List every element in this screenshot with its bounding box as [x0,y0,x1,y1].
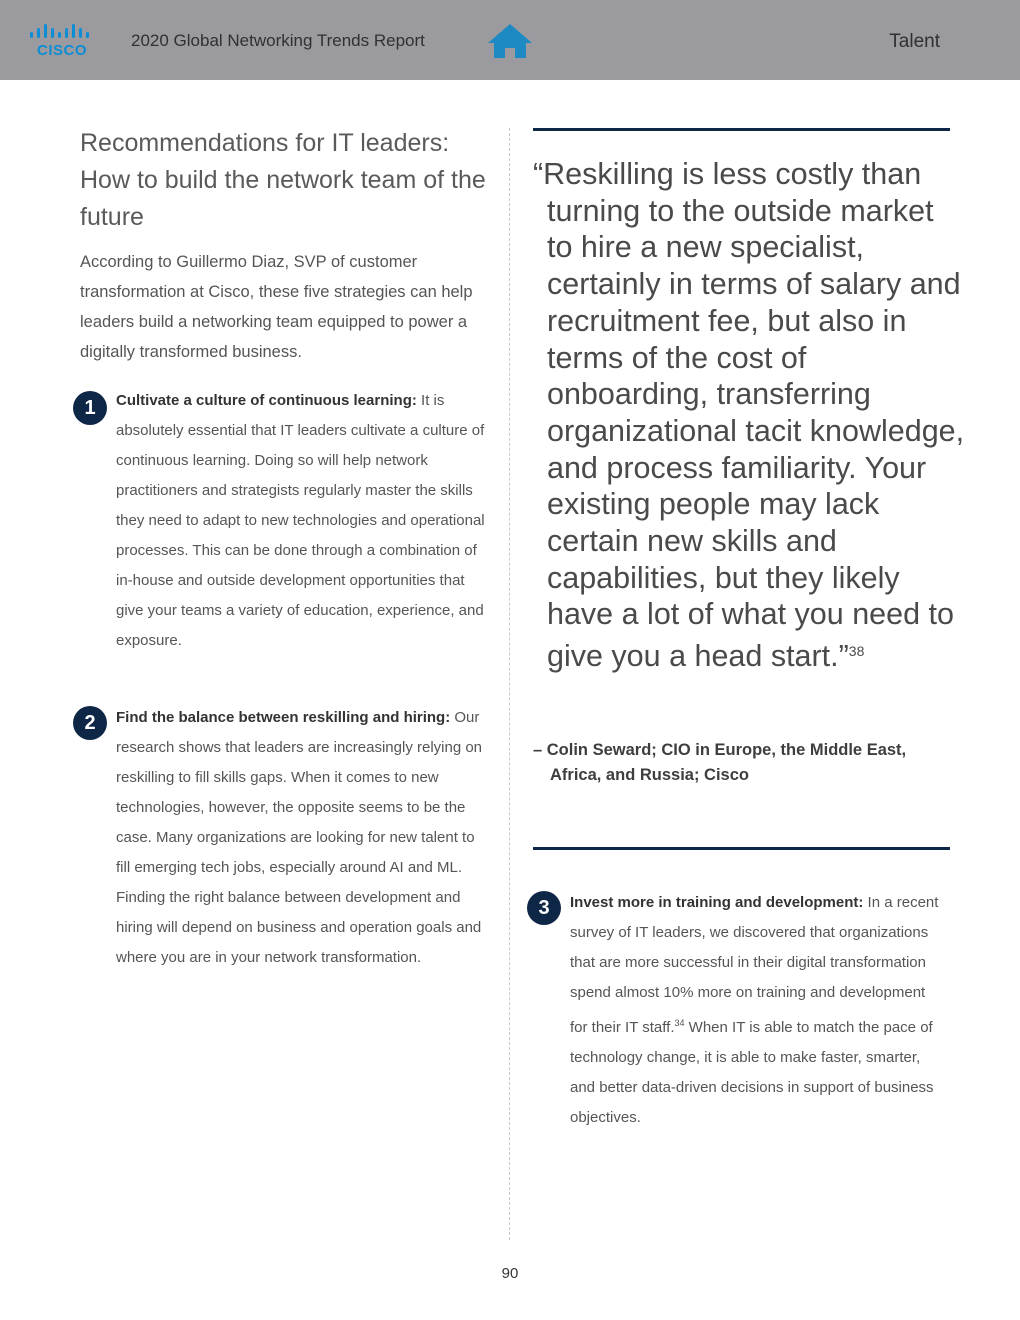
cisco-logo[interactable] [28,24,96,60]
quote-top-rule [533,128,950,131]
section-label: Talent [889,31,940,52]
page-number: 90 [501,1265,519,1282]
number-badge: 2 [73,706,107,740]
column-divider [509,128,510,1240]
header-bar [0,0,1020,80]
number-badge: 1 [73,391,107,425]
number-badge: 3 [527,891,561,925]
recommendation-body: It is absolutely essential that IT leaders cultivate a culture of continuous learning. Doing so will help network practitioners and strategists regularly master the skills they need to adapt to new technologies and operational processes. This can be done through a combination of in-house and outside development opportunities that give your teams a variety of education, experience, and exposure. [116,392,485,649]
pull-quote [533,156,967,675]
recommendation-body: In a recent survey of IT leaders, we discovered that organizations that are more successful in their digital transformation spend almost 10% more on training and development for their IT staff. [570,894,939,1036]
report-title: 2020 Global Networking Trends Report [131,31,425,50]
recommendation-body: Our research shows that leaders are increasingly relying on reskilling to fill skills gaps. When it comes to new technologies, however, the opposite seems to be the case. Many organizations are looking for new talent to fill emerging tech jobs, especially around AI and ML. Finding the right balance between development and hiring will depend on business and operation goals and where you are in your network transformation. [116,709,483,966]
page-heading: Recommendations for IT leaders: How to build the network team of the future [80,129,486,231]
body-footnote[interactable]: 34 [674,1018,685,1028]
recommendation-title: Find the balance between reskilling and hiring: [116,709,451,726]
intro-paragraph: According to Guillermo Diaz, SVP of customer transformation at Cisco, these five strategies can help leaders build a networking team equipped to power a digitally transformed business. [80,253,473,361]
quote-bottom-rule [533,847,950,850]
cisco-bars-icon [28,24,96,40]
recommendation-text [570,888,942,1133]
recommendation-title: Invest more in training and development: [570,894,864,911]
home-icon[interactable] [486,22,534,60]
recommendation-text [116,386,488,656]
recommendation-title: Cultivate a culture of continuous learning: [116,392,417,409]
quote-footnote[interactable]: 38 [848,643,865,660]
quote-attribution: – Colin Seward; CIO in Europe, the Middle East, Africa, and Russia; Cisco [533,741,907,784]
logo-wordmark: CISCO [36,42,87,59]
recommendation-text [116,703,488,973]
quote-text: “Reskilling is less costly than turning to the outside market to hire a new specialist, certainly in terms of salary and recruitment fee, but also in terms of the cost of onboarding, transferring organizational tacit knowledge, and process familiarity. Your existing people may lack certain new skills and capabilities, but they likely have a lot of what you need to give you a head start.” [533,157,965,674]
recommendation-body-cont: When IT is able to match the pace of technology change, it is able to make faster, smarter, and better data-driven decisions in support of business objectives. [570,1019,934,1126]
